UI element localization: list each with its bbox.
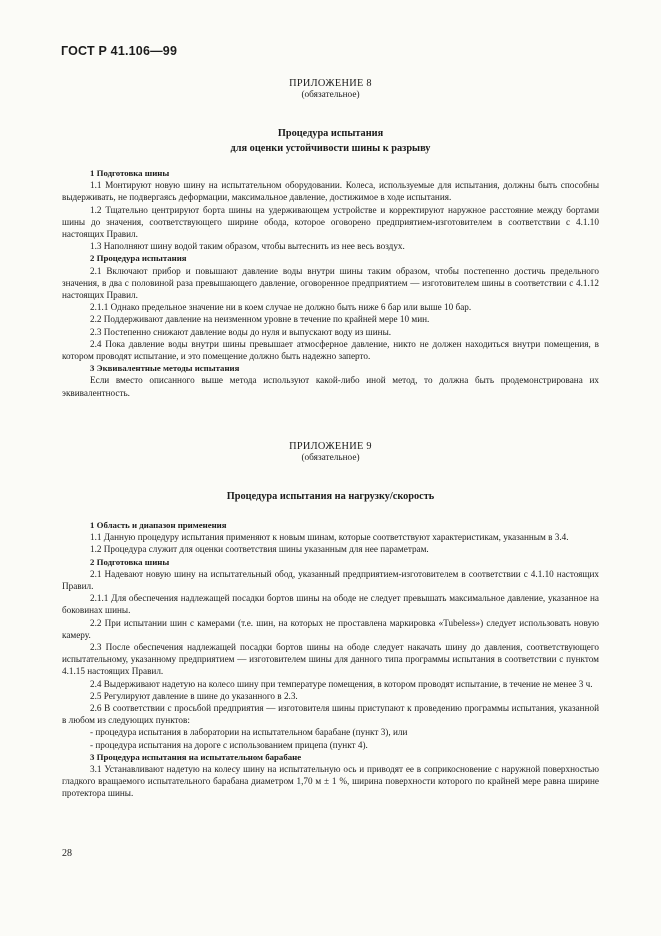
section-heading: 1 Подготовка шины <box>90 168 170 178</box>
paragraph: 2.1 Надевают новую шину на испытательный обод, указанный предприятием-изготовителем в соответствии с 4.1.10 настоящих Правил. <box>62 568 599 592</box>
section-heading: 3 Эквивалентные методы испытания <box>90 363 240 374</box>
paragraph: 2.3 После обеспечения надлежащей посадки бортов шины на ободе следует накачать шину до давления, соответствующего испытательному, указанному предприятием — изготовителем шины для данного типа программы испытания в соответствии с пунктом 4.1.15 настоящих Правил. <box>62 642 599 677</box>
paragraph: 1.2 Тщательно центрируют борта шины на удерживающем устройстве и корректируют наружное расстояние между бортами шины до значения, соответствующего ширине обода, которое оговорено предприятием-изготовителем в соответствии с 4.1.10 настоящих Правил. <box>62 204 599 240</box>
appendix-9-heading-line1: Процедура испытания на нагрузку/скорость <box>226 491 435 502</box>
paragraph: 2.2 Поддерживают давление на неизменном уровне в течение по крайней мере 10 мин. <box>90 314 430 325</box>
paragraph: 2.1 Включают прибор и повышают давление воды внутри шины таким образом, чтобы постепенно достичь предельного значения, в два с половиной раза превышающего давление, оговоренное предприятием — изготовителем шины в соответствии с 4.1.12 настоящих Правил. <box>62 265 599 301</box>
list-item: - процедура испытания в лаборатории на испытательном барабане (пункт 3), или <box>90 727 408 738</box>
section-heading: 1 Область и диапазон применения <box>90 520 227 530</box>
appendix-9-label <box>0 441 661 464</box>
paragraph: 1.1 Монтируют новую шину на испытательном оборудовании. Колеса, используемые для испытания, должны быть способны выдерживать, не подвергаясь деформации, максимальное давление, достижимое в ходе испытания. <box>62 180 599 203</box>
appendix-8-heading-line1: Процедура испытания <box>277 128 384 139</box>
appendix-8-body <box>62 167 599 399</box>
appendix-9-heading <box>0 489 661 504</box>
paragraph: 3.1 Устанавливают надетую на колесу шину на испытательную ось и приводят ее в соприкосновение с наружной поверхностью гладкого вращаемого испытательного барабана диаметром 1,70 м ± 1 %, ширина поверхности которого по крайней мере равна ширине протектора шины. <box>62 764 599 799</box>
document-code: ГОСТ Р 41.106—99 <box>61 44 178 58</box>
list-item: - процедура испытания на дороге с использованием прицепа (пункт 4). <box>90 739 368 750</box>
section-heading: 3 Процедура испытания на испытательном барабане <box>90 751 302 762</box>
section-heading: 2 Процедура испытания <box>90 253 187 264</box>
paragraph: Если вместо описанного выше метода используют какой-либо иной метод, то должна быть продемонстрирована их эквивалентность. <box>62 375 599 398</box>
paragraph: 2.4 Пока давление воды внутри шины превышает атмосферное давление, никто не должен находиться внутри помещения, в котором проводят испытание, и это помещение должно быть надежно заперто. <box>62 338 599 362</box>
paragraph: 2.6 В соответствии с просьбой предприятия — изготовителя шины приступают к проведению программы испытания, указанной в любом из следующих пунктов: <box>62 703 599 726</box>
paragraph: 1.3 Наполняют шину водой таким образом, чтобы вытеснить из нее весь воздух. <box>90 241 405 252</box>
section-heading: 2 Подготовка шины <box>90 556 170 567</box>
paragraph: 1.1 Данную процедуру испытания применяют к новым шинам, которые соответствуют характеристикам, указанным в 3.4. <box>90 532 569 543</box>
appendix-8-heading <box>0 126 661 156</box>
paragraph: 2.5 Регулируют давление в шине до указанного в 2.3. <box>90 690 298 701</box>
paragraph: 1.2 Процедура служит для оценки соответствия шины указанным для нее параметрам. <box>90 544 429 555</box>
paragraph: 2.3 Постепенно снижают давление воды до нуля и выпускают воду из шины. <box>90 326 392 337</box>
appendix-9-note: (обязательное) <box>301 453 360 463</box>
paragraph: 2.2 При испытании шин с камерами (т.е. шин, на которых не проставлена маркировка «Tubeless») следует использовать новую камеру. <box>62 617 599 640</box>
appendix-8-title: ПРИЛОЖЕНИЕ 8 <box>289 78 372 89</box>
appendix-8-label <box>0 78 661 101</box>
appendix-8-heading-line2: для оценки устойчивости шины к разрыву <box>230 143 431 154</box>
appendix-9-title: ПРИЛОЖЕНИЕ 9 <box>289 441 372 452</box>
paragraph: 2.4 Выдерживают надетую на колесо шину при температуре помещения, в котором проводят испытание, в течение не менее 3 ч. <box>90 678 593 689</box>
paragraph: 2.1.1 Для обеспечения надлежащей посадки бортов шины на ободе не следует превышать максимальное давление, указанное на боковинах шины. <box>62 593 599 616</box>
page-number: 28 <box>62 848 72 859</box>
appendix-8-note: (обязательное) <box>301 90 360 100</box>
appendix-9-body <box>62 519 599 800</box>
paragraph: 2.1.1 Однако предельное значение ни в коем случае не должно быть ниже 6 бар или выше 10 бар. <box>90 302 472 313</box>
